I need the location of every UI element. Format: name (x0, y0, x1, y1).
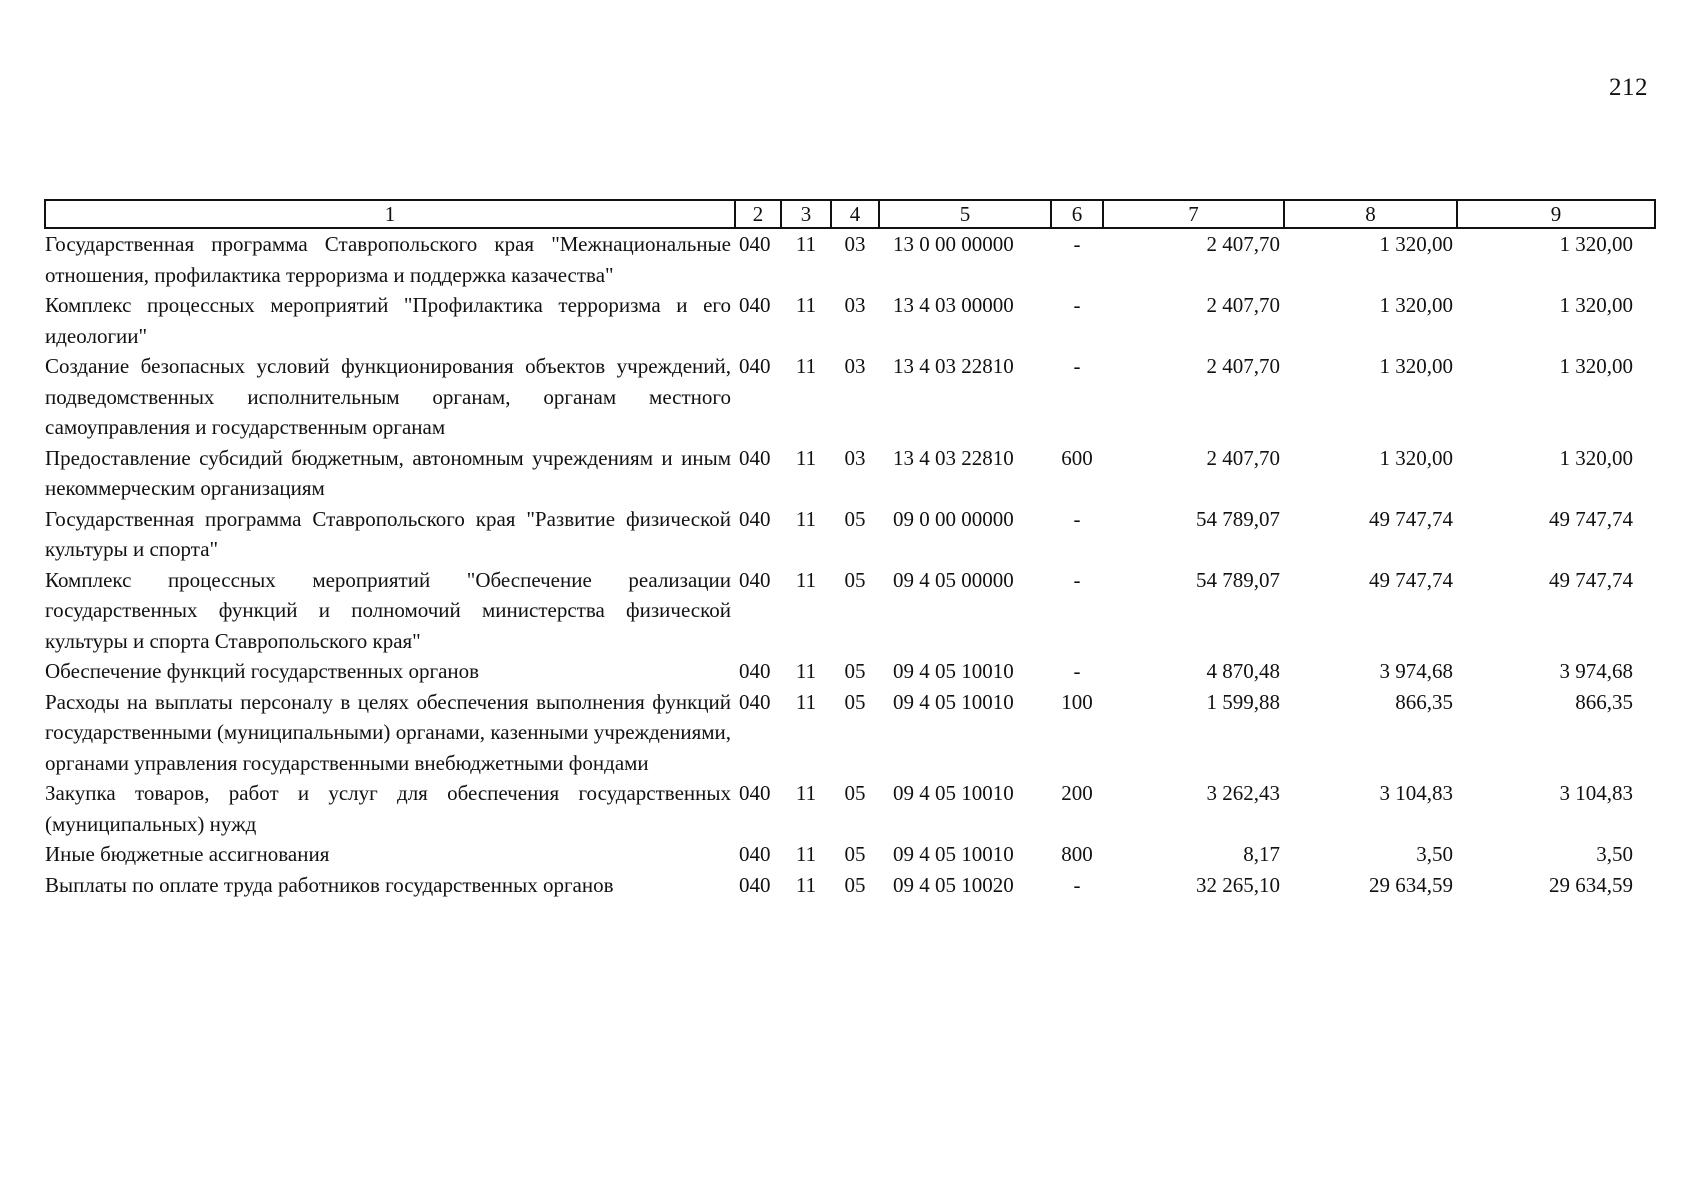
item-name: Обеспечение функций государственных органов (45, 659, 480, 683)
table-row (45, 839, 1655, 870)
amount-col-9: 3 104,83 (1559, 781, 1633, 805)
expense-type-code: - (1073, 506, 1081, 531)
amount-col-7: 2 407,70 (1206, 293, 1280, 317)
table-header (45, 200, 1655, 228)
column-header-1: 1 (45, 200, 735, 228)
amount-col-9: 866,35 (1575, 689, 1633, 714)
item-name: Выплаты по оплате труда работников государственных органов (45, 872, 614, 897)
subsection-code: 05 (844, 781, 866, 805)
table-row (45, 656, 1655, 687)
ministry-code: 040 (739, 354, 771, 378)
item-name: Иные бюджетные ассигнования (45, 842, 330, 866)
expense-type-code: 800 (1061, 842, 1093, 866)
amount-col-9: 1 320,00 (1559, 293, 1633, 317)
amount-col-8: 3,50 (1416, 842, 1453, 866)
ministry-code: 040 (739, 506, 771, 531)
column-header-8: 8 (1284, 200, 1457, 228)
amount-col-7: 54 789,07 (1196, 506, 1280, 531)
section-code: 11 (795, 506, 817, 531)
column-header-4: 4 (831, 200, 879, 228)
amount-col-8: 866,35 (1395, 689, 1453, 714)
table-row (45, 351, 1655, 443)
amount-col-8: 3 104,83 (1379, 781, 1453, 805)
table-body (45, 228, 1655, 900)
table-row (45, 565, 1655, 657)
table-row (45, 870, 1655, 901)
amount-col-9: 3,50 (1596, 842, 1633, 866)
column-header-7: 7 (1103, 200, 1284, 228)
section-code: 11 (795, 842, 817, 866)
column-number-row (45, 200, 1655, 228)
target-article-code: 09 4 05 10010 (893, 842, 1014, 866)
amount-col-9: 1 320,00 (1559, 354, 1633, 378)
target-article-code: 13 4 03 00000 (893, 293, 1014, 317)
amount-col-9: 49 747,74 (1549, 506, 1633, 531)
amount-col-9: 1 320,00 (1559, 232, 1633, 256)
section-code: 11 (795, 354, 817, 378)
subsection-code: 05 (844, 659, 866, 683)
expense-type-code: 200 (1061, 781, 1093, 805)
amount-col-8: 3 974,68 (1379, 659, 1453, 683)
section-code: 11 (795, 445, 817, 470)
amount-col-7: 2 407,70 (1206, 445, 1280, 470)
amount-col-8: 49 747,74 (1369, 567, 1453, 592)
target-article-code: 09 4 05 10010 (893, 781, 1014, 805)
item-name: Предоставление субсидий бюджетным, автономным учреждениям и иным некоммерческим организациям (45, 445, 731, 500)
amount-col-8: 1 320,00 (1379, 354, 1453, 378)
amount-col-7: 32 265,10 (1196, 872, 1280, 897)
amount-col-8: 49 747,74 (1369, 506, 1453, 531)
amount-col-9: 1 320,00 (1559, 445, 1633, 470)
item-name: Государственная программа Ставропольского края "Развитие физической культуры и спорта" (45, 506, 731, 561)
column-header-6: 6 (1051, 200, 1103, 228)
column-header-3: 3 (781, 200, 831, 228)
table-row (45, 687, 1655, 779)
expense-type-code: - (1073, 232, 1081, 256)
amount-col-7: 1 599,88 (1206, 689, 1280, 714)
section-code: 11 (795, 872, 817, 897)
ministry-code: 040 (739, 445, 771, 470)
ministry-code: 040 (739, 842, 771, 866)
amount-col-9: 3 974,68 (1559, 659, 1633, 683)
column-header-5: 5 (879, 200, 1051, 228)
table-row (45, 443, 1655, 504)
amount-col-8: 29 634,59 (1369, 872, 1453, 897)
table-row (45, 290, 1655, 351)
amount-col-7: 4 870,48 (1206, 659, 1280, 683)
section-code: 11 (795, 659, 817, 683)
target-article-code: 09 4 05 10020 (893, 872, 1014, 897)
target-article-code: 09 4 05 10010 (893, 689, 1014, 714)
ministry-code: 040 (739, 293, 771, 317)
expense-type-code: 100 (1061, 689, 1093, 714)
item-name: Комплекс процессных мероприятий "Профилактика терроризма и его идеологии" (45, 293, 731, 348)
expense-type-code: - (1073, 872, 1081, 897)
ministry-code: 040 (739, 781, 771, 805)
ministry-code: 040 (739, 567, 771, 592)
expense-type-code: - (1073, 293, 1081, 317)
subsection-code: 03 (844, 232, 866, 256)
table-row (45, 504, 1655, 565)
table-row (45, 228, 1655, 290)
budget-table (44, 199, 1656, 900)
subsection-code: 05 (844, 872, 866, 897)
amount-col-9: 29 634,59 (1549, 872, 1633, 897)
target-article-code: 13 4 03 22810 (893, 445, 1014, 470)
budget-table-container (44, 199, 1654, 900)
expense-type-code: - (1073, 354, 1081, 378)
page-number: 212 (1609, 74, 1648, 101)
section-code: 11 (795, 293, 817, 317)
ministry-code: 040 (739, 232, 771, 256)
subsection-code: 05 (844, 842, 866, 866)
amount-col-7: 2 407,70 (1206, 354, 1280, 378)
item-name: Закупка товаров, работ и услуг для обеспечения государственных (муниципальных) нужд (45, 781, 731, 836)
target-article-code: 09 4 05 10010 (893, 659, 1014, 683)
section-code: 11 (795, 689, 817, 714)
section-code: 11 (795, 781, 817, 805)
target-article-code: 13 0 00 00000 (893, 232, 1014, 256)
expense-type-code: - (1073, 659, 1081, 683)
target-article-code: 09 4 05 00000 (893, 567, 1014, 592)
item-name: Создание безопасных условий функционирования объектов учреждений, подведомственных исполнительным органам, органам местного самоуправления и государственным органам (45, 354, 731, 439)
column-header-2: 2 (735, 200, 781, 228)
subsection-code: 03 (844, 293, 866, 317)
subsection-code: 05 (844, 689, 866, 714)
ministry-code: 040 (739, 689, 771, 714)
subsection-code: 05 (844, 506, 866, 531)
table-row (45, 778, 1655, 839)
amount-col-7: 54 789,07 (1196, 567, 1280, 592)
subsection-code: 03 (844, 445, 866, 470)
ministry-code: 040 (739, 659, 771, 683)
section-code: 11 (795, 232, 817, 256)
amount-col-8: 1 320,00 (1379, 232, 1453, 256)
subsection-code: 05 (844, 567, 866, 592)
expense-type-code: 600 (1061, 445, 1093, 470)
amount-col-7: 2 407,70 (1206, 232, 1280, 256)
item-name: Комплекс процессных мероприятий "Обеспечение реализации государственных функций и полномочий министерства физической культуры и спорта Ставропольского края" (45, 567, 731, 653)
section-code: 11 (795, 567, 817, 592)
item-name: Государственная программа Ставропольского края "Межнациональные отношения, профилактика терроризма и поддержка казачества" (45, 232, 731, 287)
amount-col-8: 1 320,00 (1379, 445, 1453, 470)
target-article-code: 09 0 00 00000 (893, 506, 1014, 531)
expense-type-code: - (1073, 567, 1081, 592)
column-header-9: 9 (1457, 200, 1655, 228)
amount-col-7: 8,17 (1243, 842, 1280, 866)
amount-col-8: 1 320,00 (1379, 293, 1453, 317)
amount-col-9: 49 747,74 (1549, 567, 1633, 592)
subsection-code: 03 (844, 354, 866, 378)
item-name: Расходы на выплаты персоналу в целях обеспечения выполнения функций государственными (муниципальными) органами, казенными учреждениями, органами управления государственными внебюджетными фондами (45, 689, 731, 775)
amount-col-7: 3 262,43 (1206, 781, 1280, 805)
target-article-code: 13 4 03 22810 (893, 354, 1014, 378)
ministry-code: 040 (739, 872, 771, 897)
